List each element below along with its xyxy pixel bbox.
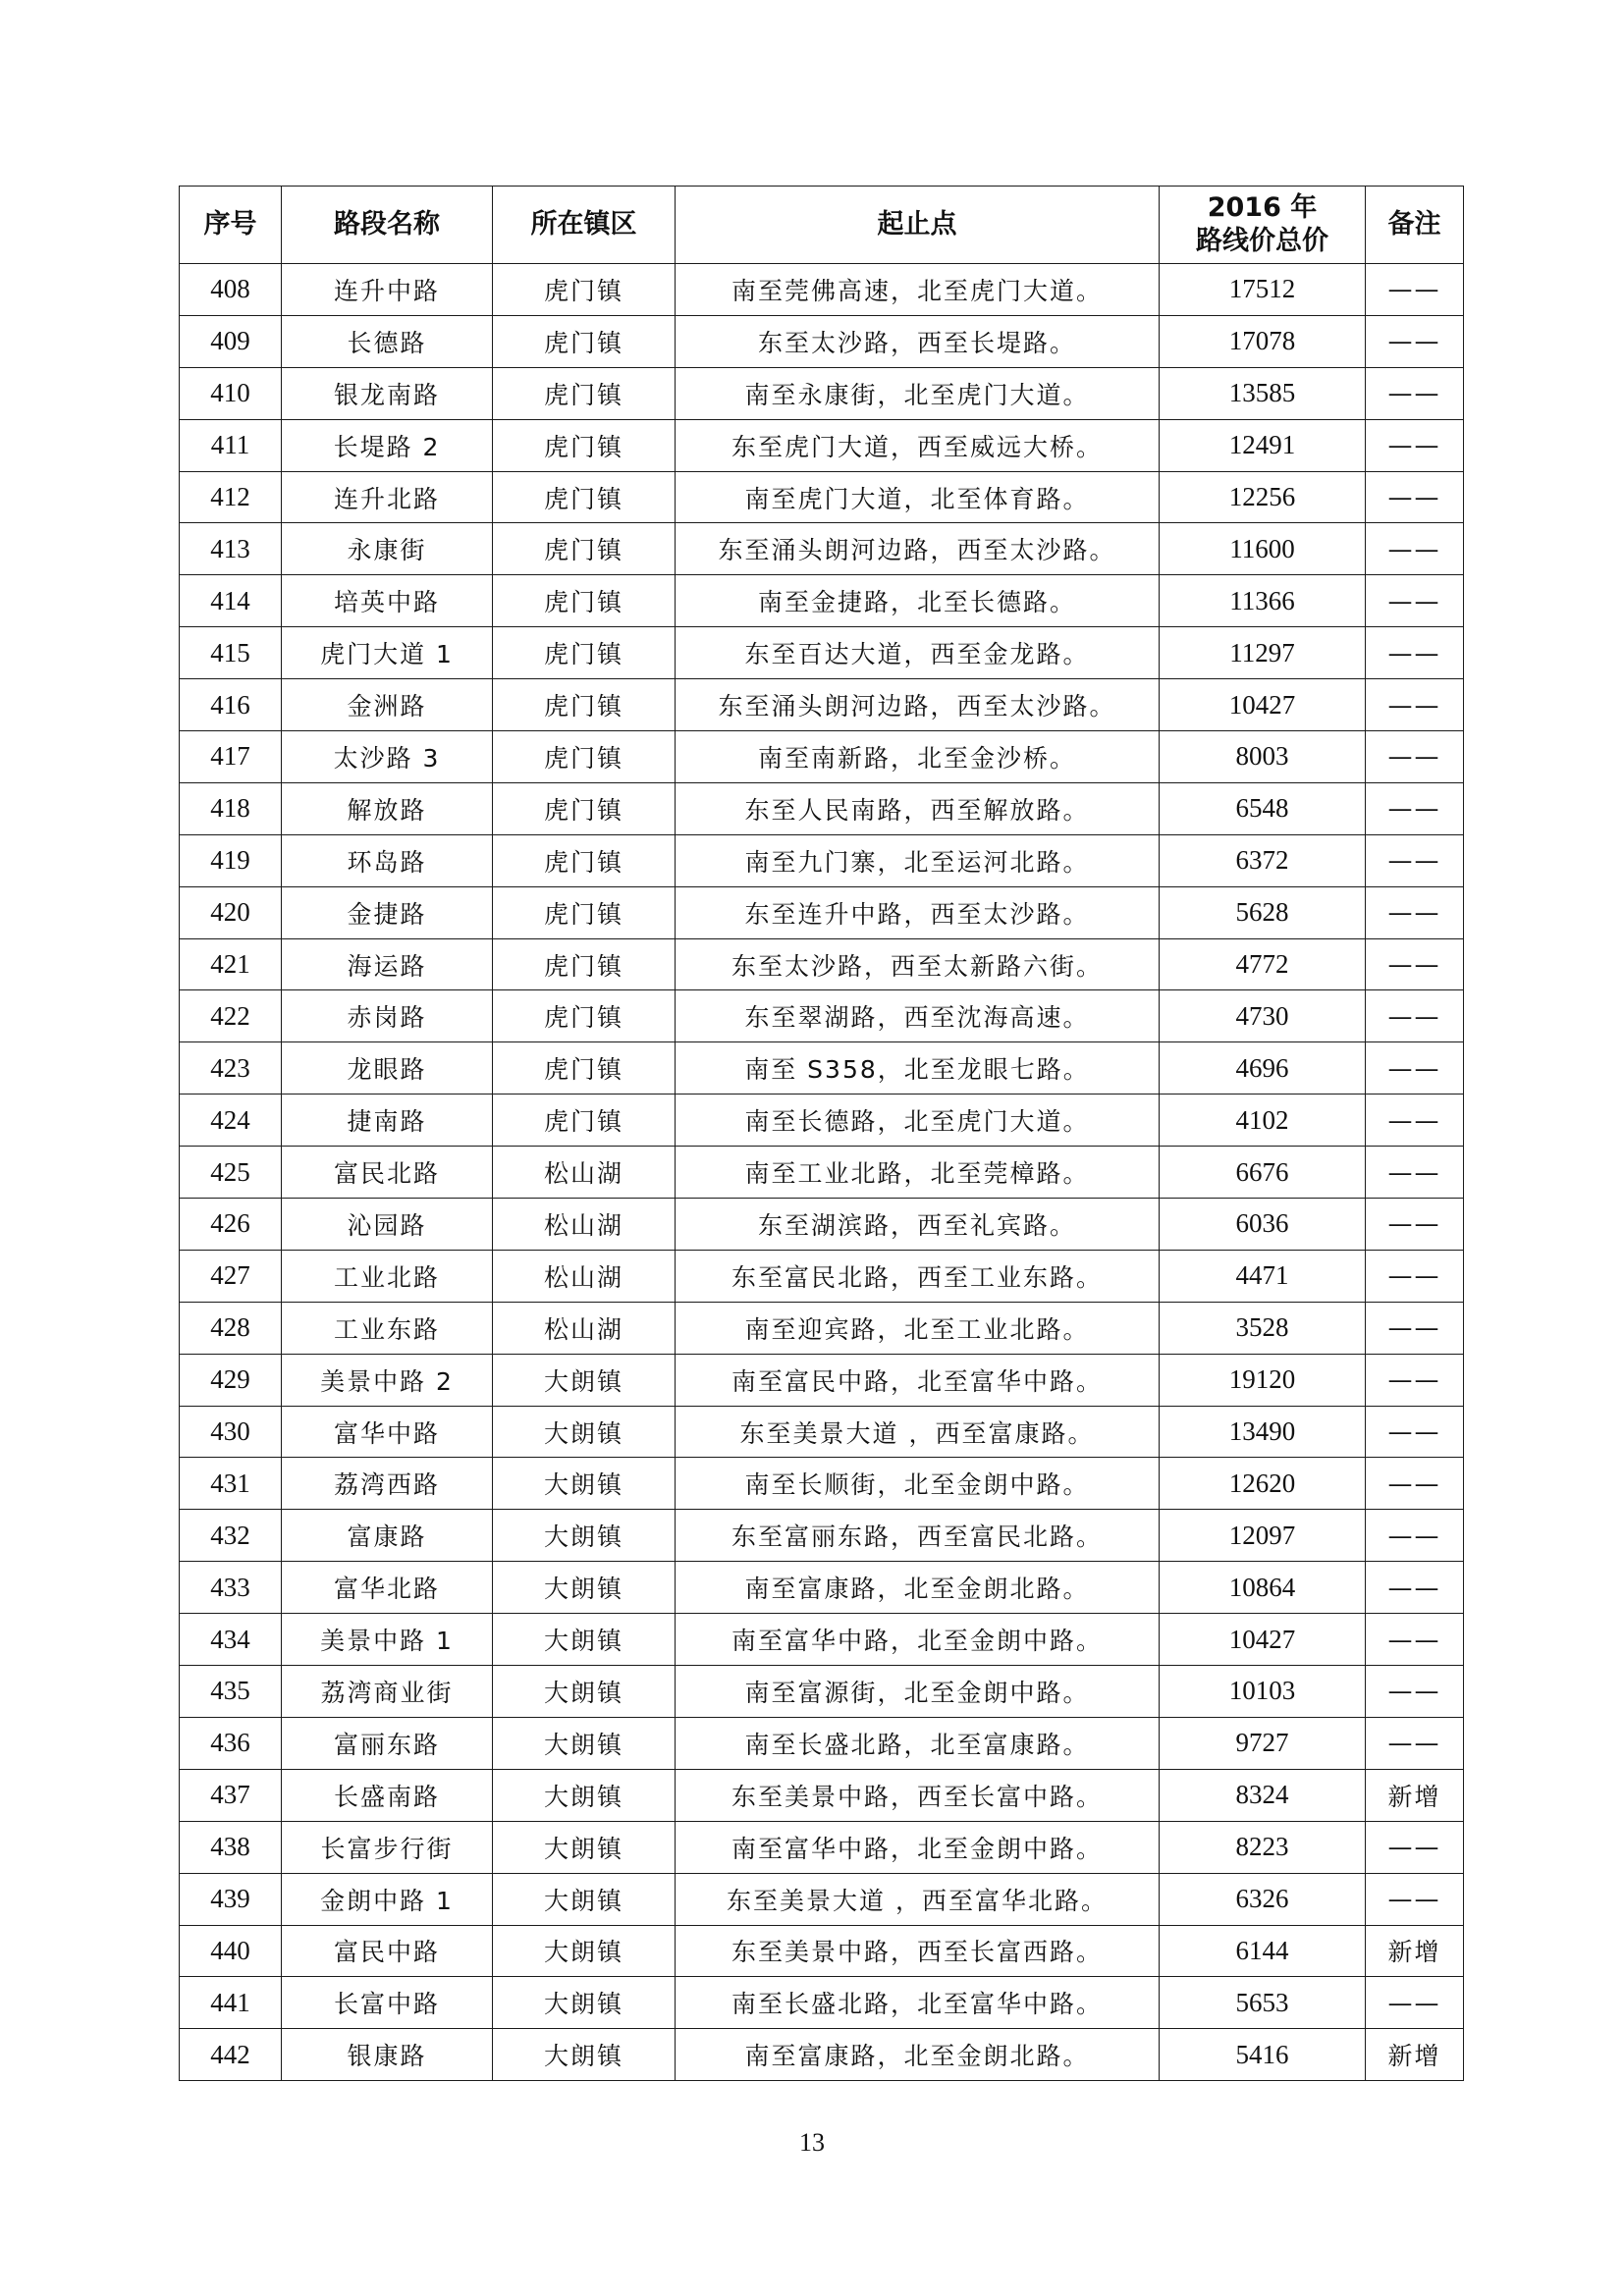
cell-seq: 418 xyxy=(180,782,282,834)
table-row xyxy=(180,1614,1464,1666)
cell-note: —— xyxy=(1366,264,1464,316)
cell-seq: 435 xyxy=(180,1666,282,1718)
cell-range: 南至金捷路，北至长德路。 xyxy=(676,575,1160,627)
cell-note: —— xyxy=(1366,1977,1464,2029)
cell-note: —— xyxy=(1366,1250,1464,1302)
cell-seq: 423 xyxy=(180,1042,282,1095)
cell-price: 19120 xyxy=(1160,1354,1366,1406)
cell-price: 6036 xyxy=(1160,1199,1366,1251)
cell-seq: 428 xyxy=(180,1302,282,1354)
cell-seq: 417 xyxy=(180,731,282,783)
cell-range: 东至湖滨路，西至礼宾路。 xyxy=(676,1199,1160,1251)
cell-road-name: 荔湾商业街 xyxy=(282,1666,493,1718)
cell-seq: 431 xyxy=(180,1458,282,1510)
cell-town: 虎门镇 xyxy=(493,679,676,731)
table-row xyxy=(180,782,1464,834)
cell-note: —— xyxy=(1366,1873,1464,1925)
cell-seq: 441 xyxy=(180,1977,282,2029)
cell-road-name: 金朗中路 1 xyxy=(282,1873,493,1925)
cell-price: 13490 xyxy=(1160,1406,1366,1458)
cell-town: 虎门镇 xyxy=(493,575,676,627)
table-row xyxy=(180,990,1464,1042)
cell-seq: 429 xyxy=(180,1354,282,1406)
table-row xyxy=(180,1042,1464,1095)
cell-price: 8324 xyxy=(1160,1769,1366,1821)
cell-road-name: 富民中路 xyxy=(282,1925,493,1977)
table-row xyxy=(180,1458,1464,1510)
cell-note: —— xyxy=(1366,315,1464,367)
cell-seq: 439 xyxy=(180,1873,282,1925)
cell-range: 南至迎宾路，北至工业北路。 xyxy=(676,1302,1160,1354)
cell-price: 17512 xyxy=(1160,264,1366,316)
cell-range: 南至富华中路，北至金朗中路。 xyxy=(676,1821,1160,1873)
cell-town: 虎门镇 xyxy=(493,523,676,575)
cell-seq: 414 xyxy=(180,575,282,627)
cell-range: 南至长盛北路，北至富康路。 xyxy=(676,1717,1160,1769)
cell-note: —— xyxy=(1366,523,1464,575)
cell-seq: 426 xyxy=(180,1199,282,1251)
table-row xyxy=(180,1250,1464,1302)
table-body xyxy=(180,264,1464,2081)
cell-road-name: 美景中路 1 xyxy=(282,1614,493,1666)
cell-seq: 409 xyxy=(180,315,282,367)
table-row xyxy=(180,367,1464,419)
header-seq: 序号 xyxy=(180,187,282,264)
cell-road-name: 捷南路 xyxy=(282,1095,493,1147)
cell-note: —— xyxy=(1366,1302,1464,1354)
cell-town: 松山湖 xyxy=(493,1199,676,1251)
table-row xyxy=(180,1147,1464,1199)
cell-price: 4102 xyxy=(1160,1095,1366,1147)
cell-road-name: 长盛南路 xyxy=(282,1769,493,1821)
cell-town: 大朗镇 xyxy=(493,1925,676,1977)
cell-range: 南至富华中路，北至金朗中路。 xyxy=(676,1614,1160,1666)
cell-note: —— xyxy=(1366,1354,1464,1406)
cell-price: 10427 xyxy=(1160,1614,1366,1666)
table-row xyxy=(180,1510,1464,1562)
cell-range: 东至人民南路，西至解放路。 xyxy=(676,782,1160,834)
cell-price: 5628 xyxy=(1160,886,1366,938)
table-row xyxy=(180,1302,1464,1354)
cell-price: 12256 xyxy=(1160,471,1366,523)
cell-town: 虎门镇 xyxy=(493,1095,676,1147)
cell-road-name: 银康路 xyxy=(282,2029,493,2081)
cell-road-name: 培英中路 xyxy=(282,575,493,627)
cell-town: 虎门镇 xyxy=(493,367,676,419)
cell-note: —— xyxy=(1366,1042,1464,1095)
cell-price: 10864 xyxy=(1160,1562,1366,1614)
cell-note: —— xyxy=(1366,471,1464,523)
table-row xyxy=(180,679,1464,731)
header-road-name: 路段名称 xyxy=(282,187,493,264)
cell-note: —— xyxy=(1366,938,1464,990)
cell-price: 4772 xyxy=(1160,938,1366,990)
table-row xyxy=(180,938,1464,990)
cell-note: —— xyxy=(1366,834,1464,886)
cell-road-name: 虎门大道 1 xyxy=(282,627,493,679)
cell-price: 6372 xyxy=(1160,834,1366,886)
cell-town: 虎门镇 xyxy=(493,315,676,367)
cell-road-name: 富民北路 xyxy=(282,1147,493,1199)
cell-note: —— xyxy=(1366,575,1464,627)
cell-price: 11600 xyxy=(1160,523,1366,575)
cell-range: 东至太沙路，西至太新路六街。 xyxy=(676,938,1160,990)
cell-road-name: 永康街 xyxy=(282,523,493,575)
header-row xyxy=(180,187,1464,264)
cell-road-name: 龙眼路 xyxy=(282,1042,493,1095)
table-row xyxy=(180,419,1464,471)
cell-price: 12620 xyxy=(1160,1458,1366,1510)
header-town: 所在镇区 xyxy=(493,187,676,264)
table-row xyxy=(180,2029,1464,2081)
cell-note: 新增 xyxy=(1366,2029,1464,2081)
cell-range: 东至美景大道 ，西至富华北路。 xyxy=(676,1873,1160,1925)
cell-road-name: 金捷路 xyxy=(282,886,493,938)
cell-range: 东至太沙路，西至长堤路。 xyxy=(676,315,1160,367)
cell-town: 大朗镇 xyxy=(493,1977,676,2029)
table-row xyxy=(180,1406,1464,1458)
cell-seq: 419 xyxy=(180,834,282,886)
header-price xyxy=(1160,187,1366,264)
cell-seq: 422 xyxy=(180,990,282,1042)
cell-town: 虎门镇 xyxy=(493,471,676,523)
cell-range: 南至 S358，北至龙眼七路。 xyxy=(676,1042,1160,1095)
cell-seq: 437 xyxy=(180,1769,282,1821)
cell-price: 5653 xyxy=(1160,1977,1366,2029)
table-row xyxy=(180,264,1464,316)
cell-price: 12491 xyxy=(1160,419,1366,471)
cell-seq: 440 xyxy=(180,1925,282,1977)
cell-note: —— xyxy=(1366,627,1464,679)
cell-seq: 415 xyxy=(180,627,282,679)
cell-range: 南至虎门大道，北至体育路。 xyxy=(676,471,1160,523)
table-row xyxy=(180,1666,1464,1718)
cell-range: 东至富丽东路，西至富民北路。 xyxy=(676,1510,1160,1562)
cell-note: —— xyxy=(1366,1095,1464,1147)
cell-range: 南至长盛北路，北至富华中路。 xyxy=(676,1977,1160,2029)
cell-price: 6144 xyxy=(1160,1925,1366,1977)
cell-note: —— xyxy=(1366,1666,1464,1718)
cell-road-name: 长堤路 2 xyxy=(282,419,493,471)
cell-seq: 442 xyxy=(180,2029,282,2081)
cell-note: —— xyxy=(1366,1717,1464,1769)
cell-seq: 432 xyxy=(180,1510,282,1562)
cell-road-name: 荔湾西路 xyxy=(282,1458,493,1510)
cell-town: 大朗镇 xyxy=(493,1406,676,1458)
cell-price: 13585 xyxy=(1160,367,1366,419)
cell-town: 松山湖 xyxy=(493,1302,676,1354)
cell-note: 新增 xyxy=(1366,1925,1464,1977)
table-row xyxy=(180,1717,1464,1769)
cell-note: —— xyxy=(1366,782,1464,834)
cell-price: 8003 xyxy=(1160,731,1366,783)
cell-road-name: 富丽东路 xyxy=(282,1717,493,1769)
cell-note: —— xyxy=(1366,1821,1464,1873)
cell-town: 大朗镇 xyxy=(493,1769,676,1821)
cell-note: —— xyxy=(1366,1147,1464,1199)
cell-town: 虎门镇 xyxy=(493,731,676,783)
cell-town: 大朗镇 xyxy=(493,1354,676,1406)
cell-road-name: 美景中路 2 xyxy=(282,1354,493,1406)
cell-range: 东至翠湖路，西至沈海高速。 xyxy=(676,990,1160,1042)
table-row xyxy=(180,1354,1464,1406)
cell-note: —— xyxy=(1366,731,1464,783)
cell-town: 大朗镇 xyxy=(493,1873,676,1925)
cell-note: —— xyxy=(1366,1458,1464,1510)
cell-seq: 421 xyxy=(180,938,282,990)
cell-price: 10103 xyxy=(1160,1666,1366,1718)
cell-note: —— xyxy=(1366,886,1464,938)
cell-road-name: 富康路 xyxy=(282,1510,493,1562)
cell-town: 大朗镇 xyxy=(493,1510,676,1562)
cell-price: 4471 xyxy=(1160,1250,1366,1302)
header-note: 备注 xyxy=(1366,187,1464,264)
cell-price: 4730 xyxy=(1160,990,1366,1042)
cell-range: 南至富民中路，北至富华中路。 xyxy=(676,1354,1160,1406)
table-row xyxy=(180,471,1464,523)
cell-price: 11366 xyxy=(1160,575,1366,627)
cell-range: 南至长顺街，北至金朗中路。 xyxy=(676,1458,1160,1510)
table-row xyxy=(180,1977,1464,2029)
cell-seq: 425 xyxy=(180,1147,282,1199)
cell-price: 5416 xyxy=(1160,2029,1366,2081)
cell-range: 南至永康街，北至虎门大道。 xyxy=(676,367,1160,419)
cell-note: —— xyxy=(1366,419,1464,471)
header-price-label: 路线价总价 xyxy=(1196,226,1328,256)
cell-note: —— xyxy=(1366,1510,1464,1562)
cell-road-name: 赤岗路 xyxy=(282,990,493,1042)
cell-road-name: 连升北路 xyxy=(282,471,493,523)
cell-seq: 424 xyxy=(180,1095,282,1147)
cell-town: 虎门镇 xyxy=(493,1042,676,1095)
table-row xyxy=(180,575,1464,627)
cell-town: 虎门镇 xyxy=(493,990,676,1042)
cell-range: 南至南新路，北至金沙桥。 xyxy=(676,731,1160,783)
cell-range: 东至美景中路，西至长富西路。 xyxy=(676,1925,1160,1977)
cell-road-name: 解放路 xyxy=(282,782,493,834)
cell-road-name: 工业北路 xyxy=(282,1250,493,1302)
cell-road-name: 富华中路 xyxy=(282,1406,493,1458)
cell-range: 南至富康路，北至金朗北路。 xyxy=(676,1562,1160,1614)
cell-town: 松山湖 xyxy=(493,1147,676,1199)
table-row xyxy=(180,627,1464,679)
cell-seq: 416 xyxy=(180,679,282,731)
table-row xyxy=(180,1562,1464,1614)
cell-range: 东至百达大道，西至金龙路。 xyxy=(676,627,1160,679)
cell-town: 大朗镇 xyxy=(493,1458,676,1510)
cell-road-name: 海运路 xyxy=(282,938,493,990)
cell-note: —— xyxy=(1366,679,1464,731)
table-header xyxy=(180,187,1464,264)
cell-price: 6676 xyxy=(1160,1147,1366,1199)
cell-seq: 430 xyxy=(180,1406,282,1458)
cell-price: 17078 xyxy=(1160,315,1366,367)
cell-range: 东至美景大道 ，西至富康路。 xyxy=(676,1406,1160,1458)
cell-seq: 408 xyxy=(180,264,282,316)
cell-town: 松山湖 xyxy=(493,1250,676,1302)
cell-seq: 434 xyxy=(180,1614,282,1666)
cell-price: 6548 xyxy=(1160,782,1366,834)
cell-range: 东至涌头朗河边路，西至太沙路。 xyxy=(676,523,1160,575)
cell-price: 6326 xyxy=(1160,1873,1366,1925)
table-row xyxy=(180,1821,1464,1873)
cell-price: 10427 xyxy=(1160,679,1366,731)
cell-range: 南至九门寨，北至运河北路。 xyxy=(676,834,1160,886)
cell-road-name: 长德路 xyxy=(282,315,493,367)
cell-road-name: 连升中路 xyxy=(282,264,493,316)
cell-town: 虎门镇 xyxy=(493,886,676,938)
cell-town: 虎门镇 xyxy=(493,419,676,471)
table-row xyxy=(180,315,1464,367)
header-price-year: 2016 年 xyxy=(1207,192,1318,223)
cell-town: 大朗镇 xyxy=(493,2029,676,2081)
table-row xyxy=(180,1095,1464,1147)
cell-road-name: 太沙路 3 xyxy=(282,731,493,783)
cell-range: 南至长德路，北至虎门大道。 xyxy=(676,1095,1160,1147)
cell-seq: 411 xyxy=(180,419,282,471)
cell-town: 虎门镇 xyxy=(493,264,676,316)
cell-seq: 410 xyxy=(180,367,282,419)
cell-town: 大朗镇 xyxy=(493,1666,676,1718)
cell-note: —— xyxy=(1366,367,1464,419)
cell-note: —— xyxy=(1366,1406,1464,1458)
cell-price: 3528 xyxy=(1160,1302,1366,1354)
cell-note: —— xyxy=(1366,1562,1464,1614)
cell-seq: 433 xyxy=(180,1562,282,1614)
cell-seq: 436 xyxy=(180,1717,282,1769)
cell-road-name: 银龙南路 xyxy=(282,367,493,419)
cell-road-name: 工业东路 xyxy=(282,1302,493,1354)
cell-range: 南至富源街，北至金朗中路。 xyxy=(676,1666,1160,1718)
cell-range: 东至富民北路，西至工业东路。 xyxy=(676,1250,1160,1302)
cell-town: 虎门镇 xyxy=(493,938,676,990)
table-row xyxy=(180,886,1464,938)
cell-road-name: 金洲路 xyxy=(282,679,493,731)
table-row xyxy=(180,834,1464,886)
cell-town: 大朗镇 xyxy=(493,1562,676,1614)
cell-seq: 420 xyxy=(180,886,282,938)
cell-note: —— xyxy=(1366,1199,1464,1251)
cell-price: 4696 xyxy=(1160,1042,1366,1095)
cell-road-name: 沁园路 xyxy=(282,1199,493,1251)
page-number: 13 xyxy=(799,2128,825,2157)
cell-road-name: 环岛路 xyxy=(282,834,493,886)
cell-note: —— xyxy=(1366,990,1464,1042)
cell-seq: 412 xyxy=(180,471,282,523)
cell-town: 大朗镇 xyxy=(493,1717,676,1769)
header-range: 起止点 xyxy=(676,187,1160,264)
table-row xyxy=(180,1199,1464,1251)
table-row xyxy=(180,523,1464,575)
cell-seq: 438 xyxy=(180,1821,282,1873)
cell-price: 8223 xyxy=(1160,1821,1366,1873)
cell-range: 东至涌头朗河边路，西至太沙路。 xyxy=(676,679,1160,731)
table-row xyxy=(180,1769,1464,1821)
cell-town: 虎门镇 xyxy=(493,782,676,834)
table-row xyxy=(180,1925,1464,1977)
cell-town: 大朗镇 xyxy=(493,1821,676,1873)
cell-road-name: 富华北路 xyxy=(282,1562,493,1614)
cell-range: 南至工业北路，北至莞樟路。 xyxy=(676,1147,1160,1199)
cell-range: 东至美景中路，西至长富中路。 xyxy=(676,1769,1160,1821)
cell-price: 9727 xyxy=(1160,1717,1366,1769)
cell-range: 南至富康路，北至金朗北路。 xyxy=(676,2029,1160,2081)
cell-price: 12097 xyxy=(1160,1510,1366,1562)
cell-town: 大朗镇 xyxy=(493,1614,676,1666)
cell-town: 虎门镇 xyxy=(493,834,676,886)
table-row xyxy=(180,731,1464,783)
cell-range: 南至莞佛高速，北至虎门大道。 xyxy=(676,264,1160,316)
cell-town: 虎门镇 xyxy=(493,627,676,679)
cell-range: 东至连升中路，西至太沙路。 xyxy=(676,886,1160,938)
cell-seq: 427 xyxy=(180,1250,282,1302)
cell-road-name: 长富中路 xyxy=(282,1977,493,2029)
cell-seq: 413 xyxy=(180,523,282,575)
cell-range: 东至虎门大道，西至威远大桥。 xyxy=(676,419,1160,471)
table-row xyxy=(180,1873,1464,1925)
cell-note: —— xyxy=(1366,1614,1464,1666)
cell-note: 新增 xyxy=(1366,1769,1464,1821)
cell-road-name: 长富步行街 xyxy=(282,1821,493,1873)
cell-price: 11297 xyxy=(1160,627,1366,679)
road-price-table xyxy=(179,186,1464,2081)
